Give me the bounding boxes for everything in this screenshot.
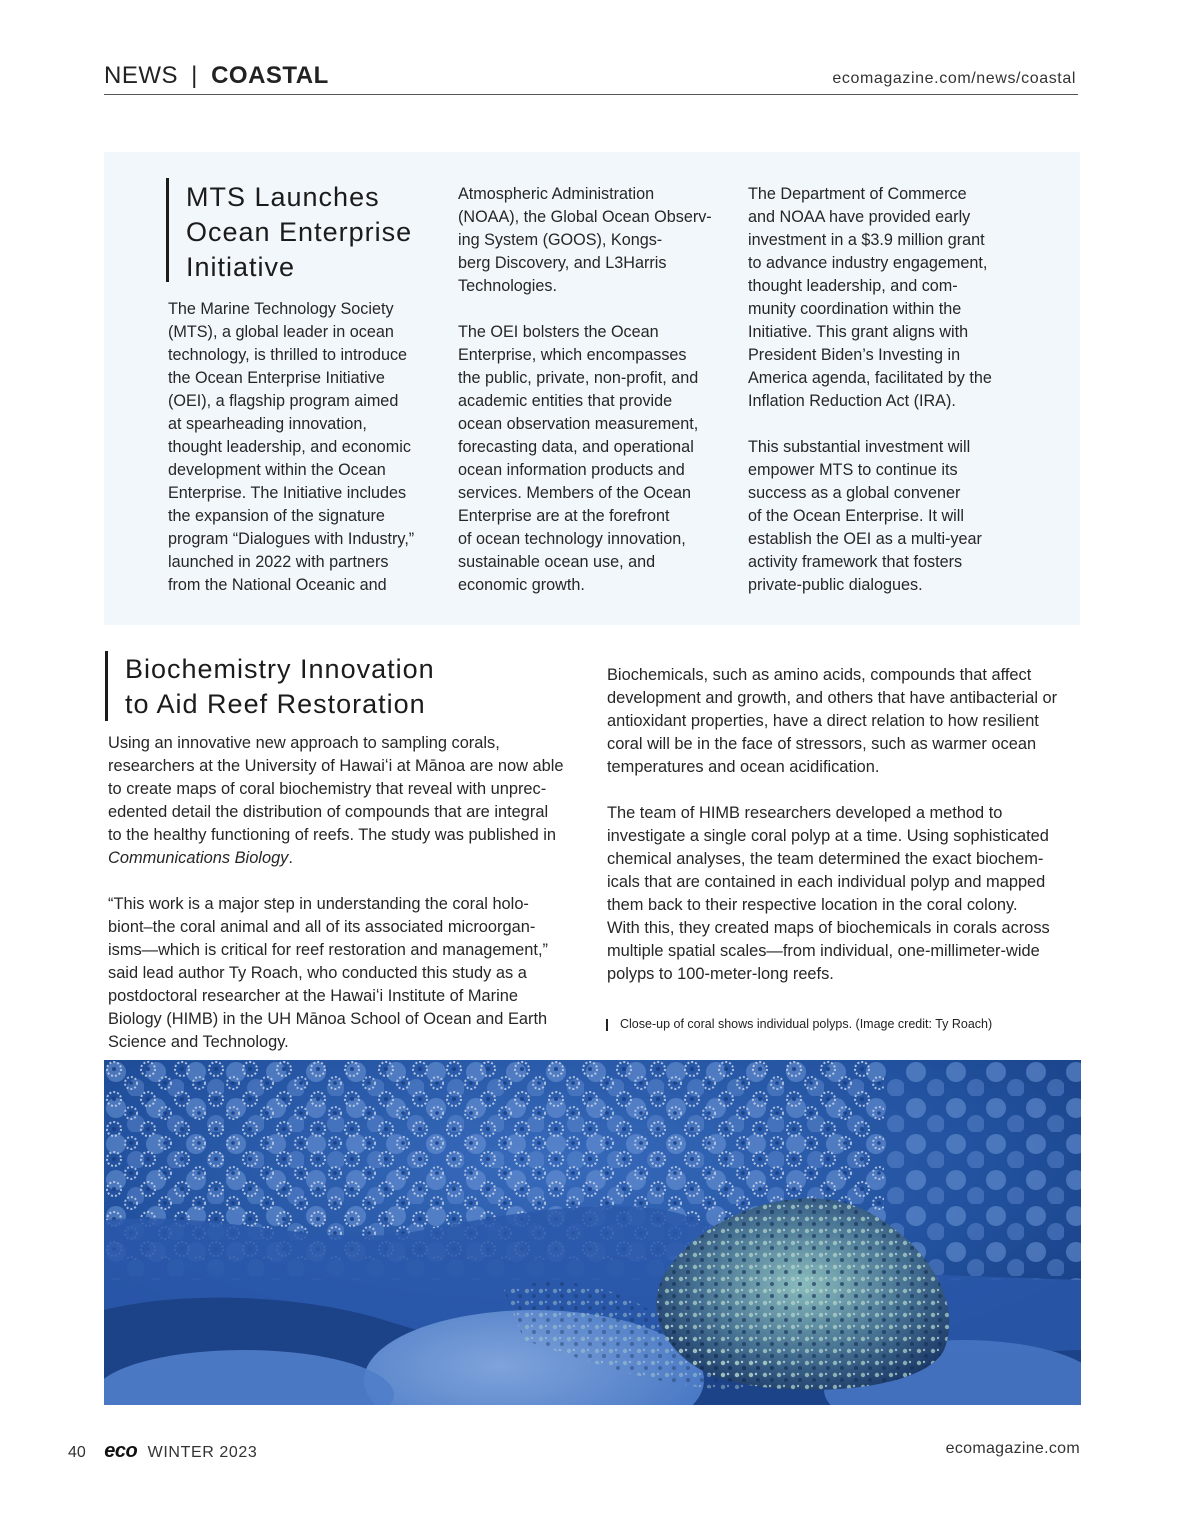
article2-title-bar [105,651,108,721]
text-line: ing System (GOOS), Kongs- [458,231,663,249]
magazine-logo: eco [104,1440,138,1462]
text-line: of ocean technology innovation, [458,530,686,548]
paragraph-gap [108,870,588,893]
text-line: thought leadership, and com- [748,277,958,295]
article1-column-1 [168,298,443,597]
text-line: services. Members of the Ocean [458,484,692,502]
text-line: Enterprise. The Initiative includes [168,484,407,502]
text-line: the expansion of the signature [168,507,385,525]
text-line: the Ocean Enterprise Initiative [168,369,385,387]
text-line: Atmospheric Administration [458,185,655,203]
text-line: With this, they created maps of biochemicals in corals across [607,919,1050,937]
text-line: forecasting data, and operational [458,438,694,456]
text-line: from the National Oceanic and [168,576,387,594]
text-line: Enterprise are at the forefront [458,507,670,525]
text-line: Biochemicals, such as amino acids, compounds that affect [607,666,1032,684]
text-line: empower MTS to continue its [748,461,958,479]
text-line: launched in 2022 with partners [168,553,389,571]
text-line: ocean information products and [458,461,685,479]
text-line: This substantial investment will [748,438,971,456]
text-line: at spearheading innovation, [168,415,367,433]
text-line: The team of HIMB researchers developed a method to [607,804,1003,822]
text-line [108,847,588,870]
paragraph-gap [458,298,733,321]
text-line: of the Ocean Enterprise. It will [748,507,964,525]
journal-name: Communications Biology [108,849,289,867]
text-line: to create maps of coral biochemistry that reveal with unprec- [108,780,547,798]
header-divider [104,94,1078,95]
text-line: academic entities that provide [458,392,673,410]
article2-left-column [108,732,588,1054]
text-line: sustainable ocean use, and [458,553,656,571]
text-line: The OEI bolsters the Ocean [458,323,659,341]
text-line: postdoctoral researcher at the Hawaiʻi Institute of Marine [108,987,518,1005]
text-line: and NOAA have provided early [748,208,971,226]
paragraph-gap [748,413,1023,436]
section-url[interactable]: ecomagazine.com/news/coastal [832,70,1076,87]
text-line: private-public dialogues. [748,576,923,594]
section-label: NEWS [104,62,178,89]
caption-text: Close-up of coral shows individual polyps. (Image credit: Ty Roach) [620,1017,993,1031]
text-line: coral will be in the face of stressors, such as warmer ocean [607,735,1037,753]
text-line: Enterprise, which encompasses [458,346,687,364]
text-line: munity coordination within the [748,300,962,318]
article1-column-3 [748,183,1023,597]
text-line: multiple spatial scales—from individual, one-millimeter-wide [607,942,1040,960]
text-line: technology, is thrilled to introduce [168,346,408,364]
footer-left [68,1440,257,1463]
text-line: Science and Technology. [108,1033,289,1051]
text-line: the public, private, non-profit, and [458,369,699,387]
text-line: success as a global convener [748,484,961,502]
text-line: to the healthy functioning of reefs. The study was published in [108,826,556,844]
text-line: said lead author Ty Roach, who conducted this study as a [108,964,527,982]
text-line: investigate a single coral polyp at a time. Using sophisticated [607,827,1049,845]
text-line: chemical analyses, the team determined the exact biochem- [607,850,1044,868]
text-line: researchers at the University of Hawaiʻi at Mānoa are now able [108,757,564,775]
text-line: program “Dialogues with Industry,” [168,530,415,548]
paragraph-gap [607,779,1087,802]
text-line: (OEI), a flagship program aimed [168,392,399,410]
text-line: establish the OEI as a multi-year [748,530,982,548]
text-line: edented detail the distribution of compounds that are integral [108,803,549,821]
text-line: investment in a $3.9 million grant [748,231,985,249]
text-line: icals that are contained in each individual polyp and mapped [607,873,1046,891]
section-separator: | [191,62,198,89]
coral-photo [104,1060,1081,1405]
text-line: Inflation Reduction Act (IRA). [748,392,956,410]
coral-photo-image [104,1060,1081,1405]
text-line: ocean observation measurement, [458,415,699,433]
text-line: temperatures and ocean acidification. [607,758,880,776]
text-line: biont–the coral animal and all of its associated microorgan- [108,918,536,936]
text-line: Biology (HIMB) in the UH Mānoa School of Ocean and Earth [108,1010,548,1028]
text-line: (MTS), a global leader in ocean [168,323,394,341]
issue-label: WINTER 2023 [147,1444,258,1461]
text-line: berg Discovery, and L3Harris [458,254,667,272]
text-line: Initiative. This grant aligns with [748,323,969,341]
article2-title: Biochemistry Innovation to Aid Reef Restoration [125,654,435,719]
text-line: (NOAA), the Global Ocean Observ- [458,208,712,226]
text-line: The Department of Commerce [748,185,967,203]
section-header [104,62,329,90]
footer-site-link[interactable]: ecomagazine.com [945,1440,1080,1457]
text-line: America agenda, facilitated by the [748,369,992,387]
text-line: The Marine Technology Society [168,300,394,318]
text-line: thought leadership, and economic [168,438,411,456]
image-caption [606,1017,1086,1031]
text-line: activity framework that fosters [748,553,963,571]
caption-marker [606,1019,608,1031]
text-line: isms—which is critical for reef restoration and management,” [108,941,548,959]
article2-right-column [607,664,1087,986]
text-line: Technologies. [458,277,557,295]
text-line: development within the Ocean [168,461,386,479]
article1-title: MTS Launches Ocean Enterprise Initiative [186,182,413,282]
page-number: 40 [68,1444,86,1461]
subsection-label: COASTAL [211,62,329,89]
text-line: “This work is a major step in understanding the coral holo- [108,895,529,913]
text-line: them back to their respective location in the coral colony. [607,896,1018,914]
text-line: development and growth, and others that have antibacterial or [607,689,1058,707]
sentence-end: . [288,849,293,867]
text-line: economic growth. [458,576,585,594]
article1-column-2 [458,183,733,597]
text-line: to advance industry engagement, [748,254,988,272]
text-line: President Biden’s Investing in [748,346,961,364]
article1-title-bar [166,178,169,282]
text-line: polyps to 100-meter-long reefs. [607,965,834,983]
text-line: Using an innovative new approach to sampling corals, [108,734,500,752]
text-line: antioxidant properties, have a direct relation to how resilient [607,712,1039,730]
